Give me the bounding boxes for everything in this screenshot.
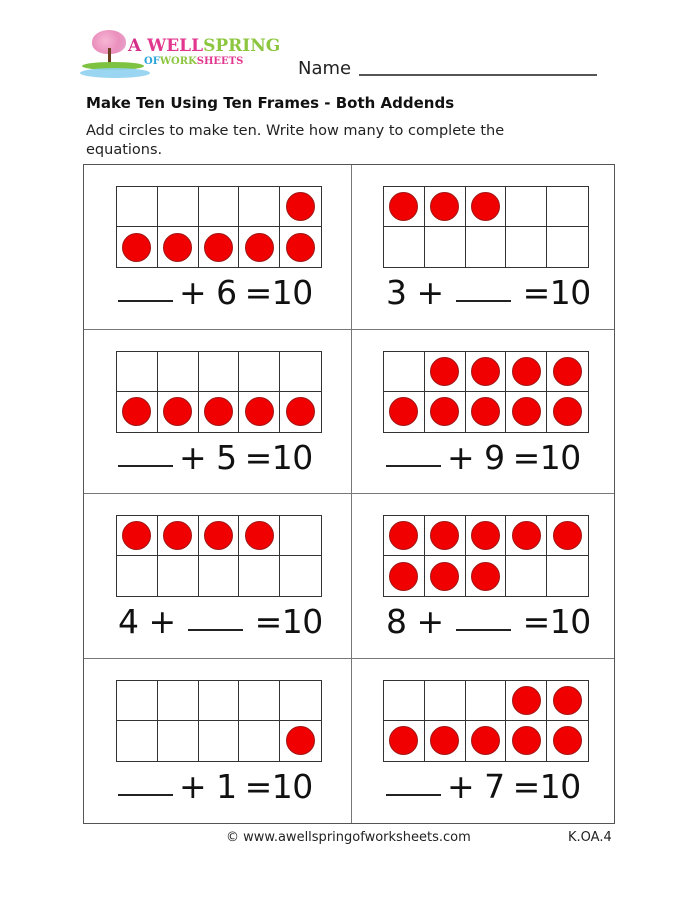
ten-frame-box[interactable] <box>117 516 158 556</box>
red-circle-icon <box>471 192 500 221</box>
red-circle-icon <box>163 521 192 550</box>
ten-frame-box[interactable] <box>384 227 425 267</box>
ten-frame-box[interactable] <box>425 721 466 761</box>
equation-term: + 6 <box>179 273 237 312</box>
ten-frame-box[interactable] <box>547 721 588 761</box>
red-circle-icon <box>286 726 315 755</box>
red-circle-icon <box>204 397 233 426</box>
red-circle-icon <box>389 562 418 591</box>
ten-frame <box>116 680 322 762</box>
answer-blank[interactable] <box>118 464 173 467</box>
name-field[interactable] <box>298 58 597 79</box>
name-write-line[interactable] <box>359 74 597 76</box>
ten-frame <box>383 515 589 597</box>
red-circle-icon <box>430 192 459 221</box>
red-circle-icon <box>553 686 582 715</box>
problem-cell <box>352 659 614 824</box>
ten-frame-box[interactable] <box>239 681 280 721</box>
ten-frame <box>116 351 322 433</box>
ten-frame <box>116 515 322 597</box>
answer-blank[interactable] <box>118 299 173 302</box>
equation-term: =10 <box>244 766 313 806</box>
equation-term: + 5 <box>179 437 237 477</box>
ten-frame-box[interactable] <box>117 556 158 596</box>
equation-term: + 9 <box>447 437 505 477</box>
ten-frame-box[interactable] <box>199 187 240 227</box>
footer-standard: K.OA.4 <box>568 830 612 845</box>
ten-frame-box[interactable] <box>117 187 158 227</box>
equation-term: =10 <box>254 602 323 641</box>
ten-frame-box[interactable] <box>199 721 240 761</box>
ten-frame-box[interactable] <box>547 187 588 227</box>
ten-frame-box[interactable] <box>117 721 158 761</box>
ten-frame-box[interactable] <box>158 556 199 596</box>
ten-frame-box[interactable] <box>466 392 507 432</box>
red-circle-icon <box>389 726 418 755</box>
ten-frame-box[interactable] <box>506 516 547 556</box>
logo-work: WORK <box>159 56 197 67</box>
red-circle-icon <box>204 233 233 262</box>
ten-frame-box[interactable] <box>466 556 507 596</box>
equation <box>386 602 599 641</box>
ten-frame-box[interactable] <box>547 556 588 596</box>
ten-frame-box[interactable] <box>425 352 466 392</box>
ten-frame-box[interactable] <box>466 227 507 267</box>
ten-frame-box[interactable] <box>199 392 240 432</box>
ten-frame-box[interactable] <box>547 352 588 392</box>
ten-frame-box[interactable] <box>547 516 588 556</box>
ten-frame-box[interactable] <box>506 187 547 227</box>
ten-frame-box[interactable] <box>547 392 588 432</box>
ten-frame <box>116 186 322 268</box>
equation-term: =10 <box>512 437 581 477</box>
red-circle-icon <box>471 562 500 591</box>
ten-frame-box[interactable] <box>466 516 507 556</box>
logo-of: OF <box>144 56 160 67</box>
ten-frame-box[interactable] <box>199 352 240 392</box>
logo-sheets: SHEETS <box>196 56 244 67</box>
red-circle-icon <box>553 397 582 426</box>
ten-frame-box[interactable] <box>384 721 425 761</box>
ten-frame-box[interactable] <box>280 681 321 721</box>
problem-cell <box>352 330 614 495</box>
ten-frame-box[interactable] <box>158 227 199 267</box>
red-circle-icon <box>122 521 151 550</box>
red-circle-icon <box>122 233 151 262</box>
red-circle-icon <box>512 521 541 550</box>
ten-frame-box[interactable] <box>425 227 466 267</box>
equation-term: 4 + <box>118 602 176 641</box>
ten-frame-box[interactable] <box>466 721 507 761</box>
ten-frame-box[interactable] <box>466 352 507 392</box>
red-circle-icon <box>512 357 541 386</box>
ten-frame-box[interactable] <box>384 556 425 596</box>
name-label: Name <box>298 58 352 79</box>
logo-line2 <box>144 56 243 67</box>
equation <box>118 273 321 312</box>
ten-frame-box[interactable] <box>199 556 240 596</box>
equation-term: + 1 <box>179 766 237 806</box>
equation-term: + 7 <box>447 766 505 806</box>
ten-frame-box[interactable] <box>199 227 240 267</box>
red-circle-icon <box>471 357 500 386</box>
answer-blank[interactable] <box>188 628 243 631</box>
ten-frame-box[interactable] <box>506 227 547 267</box>
red-circle-icon <box>430 521 459 550</box>
ten-frame-box[interactable] <box>280 556 321 596</box>
ten-frame-box[interactable] <box>466 187 507 227</box>
logo-line1 <box>128 36 280 56</box>
problem-cell <box>84 330 352 495</box>
red-circle-icon <box>471 726 500 755</box>
ten-frame-box[interactable] <box>239 516 280 556</box>
equation-term: 3 + <box>386 273 444 312</box>
ten-frame-box[interactable] <box>239 227 280 267</box>
equation-term: =10 <box>244 437 313 477</box>
red-circle-icon <box>471 521 500 550</box>
equation <box>118 438 321 477</box>
red-circle-icon <box>204 521 233 550</box>
red-circle-icon <box>512 686 541 715</box>
ten-frame-box[interactable] <box>280 516 321 556</box>
ten-frame <box>383 680 589 762</box>
red-circle-icon <box>430 726 459 755</box>
instructions: Add circles to make ten. Write how many to complete the equations. <box>86 123 505 158</box>
equation <box>118 767 321 806</box>
equation-term: 8 + <box>386 602 444 641</box>
red-circle-icon <box>430 357 459 386</box>
red-circle-icon <box>245 521 274 550</box>
problem-grid <box>83 164 615 824</box>
ten-frame-box[interactable] <box>425 516 466 556</box>
answer-blank[interactable] <box>386 793 441 796</box>
red-circle-icon <box>389 397 418 426</box>
red-circle-icon <box>471 397 500 426</box>
red-circle-icon <box>389 521 418 550</box>
ten-frame-box[interactable] <box>466 681 507 721</box>
ten-frame-box[interactable] <box>425 556 466 596</box>
red-circle-icon <box>163 233 192 262</box>
red-circle-icon <box>163 397 192 426</box>
problem-cell <box>84 494 352 659</box>
ten-frame-box[interactable] <box>199 516 240 556</box>
footer-copyright: © www.awellspringofworksheets.com <box>226 830 471 845</box>
ten-frame-box[interactable] <box>506 556 547 596</box>
problem-cell <box>352 494 614 659</box>
logo-a: A <box>128 36 142 56</box>
red-circle-icon <box>286 192 315 221</box>
ten-frame-box[interactable] <box>280 187 321 227</box>
logo-well: WELL <box>147 36 204 56</box>
ten-frame-box[interactable] <box>506 681 547 721</box>
ten-frame-box[interactable] <box>425 392 466 432</box>
ten-frame-box[interactable] <box>158 681 199 721</box>
ten-frame-box[interactable] <box>384 392 425 432</box>
ten-frame <box>383 351 589 433</box>
ten-frame-box[interactable] <box>117 227 158 267</box>
water-icon <box>80 68 150 78</box>
ten-frame-box[interactable] <box>199 681 240 721</box>
equation-term: =10 <box>522 273 591 312</box>
site-logo <box>80 26 280 82</box>
equation <box>386 273 599 312</box>
ten-frame-box[interactable] <box>384 187 425 227</box>
ten-frame-box[interactable] <box>158 721 199 761</box>
ten-frame <box>383 186 589 268</box>
ten-frame-box[interactable] <box>117 681 158 721</box>
ten-frame-box[interactable] <box>117 352 158 392</box>
ten-frame-box[interactable] <box>506 352 547 392</box>
equation-term: =10 <box>522 602 591 641</box>
ten-frame-box[interactable] <box>547 681 588 721</box>
red-circle-icon <box>553 521 582 550</box>
ten-frame-box[interactable] <box>384 681 425 721</box>
equation-term: =10 <box>512 766 581 806</box>
answer-blank[interactable] <box>456 299 511 302</box>
ten-frame-box[interactable] <box>117 392 158 432</box>
worksheet-title: Make Ten Using Ten Frames - Both Addends <box>86 94 455 112</box>
ten-frame-box[interactable] <box>158 392 199 432</box>
logo-spring: SPRING <box>203 36 281 56</box>
ten-frame-box[interactable] <box>547 227 588 267</box>
red-circle-icon <box>245 233 274 262</box>
red-circle-icon <box>286 233 315 262</box>
ten-frame-box[interactable] <box>280 227 321 267</box>
answer-blank[interactable] <box>118 793 173 796</box>
ten-frame-box[interactable] <box>506 392 547 432</box>
ten-frame-box[interactable] <box>239 556 280 596</box>
ten-frame-box[interactable] <box>158 352 199 392</box>
ten-frame-box[interactable] <box>158 516 199 556</box>
ten-frame-box[interactable] <box>425 681 466 721</box>
answer-blank[interactable] <box>456 628 511 631</box>
red-circle-icon <box>430 397 459 426</box>
ten-frame-box[interactable] <box>239 392 280 432</box>
red-circle-icon <box>286 397 315 426</box>
red-circle-icon <box>389 192 418 221</box>
answer-blank[interactable] <box>386 464 441 467</box>
red-circle-icon <box>245 397 274 426</box>
ten-frame-box[interactable] <box>239 352 280 392</box>
ten-frame-box[interactable] <box>158 187 199 227</box>
problem-cell <box>84 659 352 824</box>
ten-frame-box[interactable] <box>384 516 425 556</box>
equation <box>386 767 589 806</box>
ten-frame-box[interactable] <box>280 352 321 392</box>
ten-frame-box[interactable] <box>280 392 321 432</box>
ten-frame-box[interactable] <box>280 721 321 761</box>
red-circle-icon <box>512 397 541 426</box>
red-circle-icon <box>553 357 582 386</box>
ten-frame-box[interactable] <box>425 187 466 227</box>
red-circle-icon <box>553 726 582 755</box>
ten-frame-box[interactable] <box>239 721 280 761</box>
ten-frame-box[interactable] <box>239 187 280 227</box>
problem-cell <box>84 165 352 330</box>
equation <box>118 602 331 641</box>
red-circle-icon <box>430 562 459 591</box>
red-circle-icon <box>512 726 541 755</box>
problem-cell <box>352 165 614 330</box>
ten-frame-box[interactable] <box>384 352 425 392</box>
red-circle-icon <box>122 397 151 426</box>
equation-term: =10 <box>244 273 313 312</box>
ten-frame-box[interactable] <box>506 721 547 761</box>
equation <box>386 438 589 477</box>
